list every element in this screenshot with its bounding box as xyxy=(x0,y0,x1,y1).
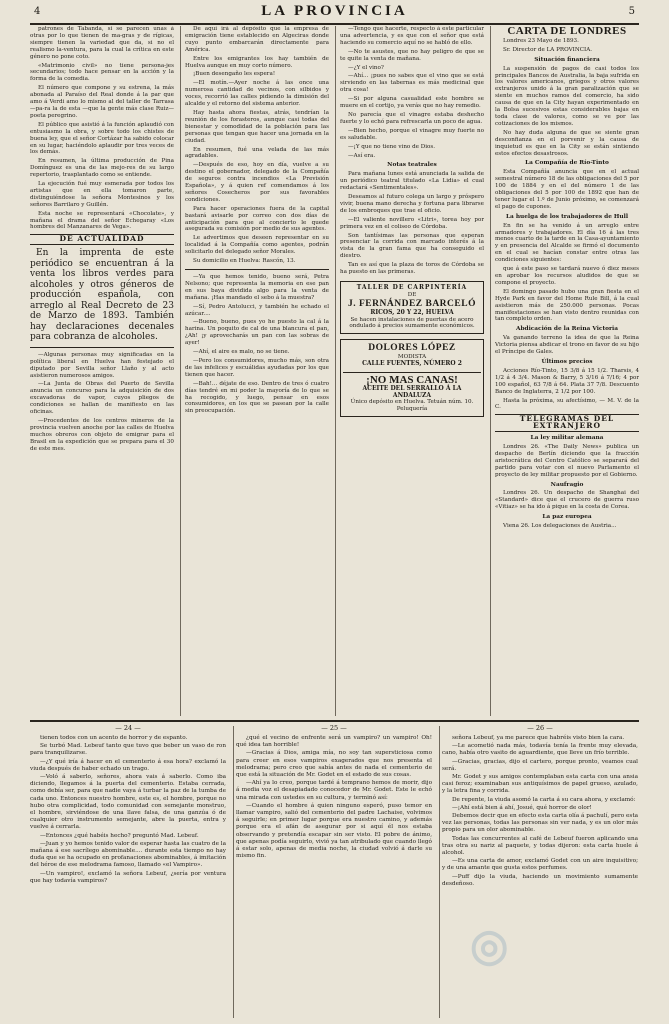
paragraph: Esta Compañía anuncia que en el actual semestral número 18 de las obligaciones del 5 por 100 de 1884 y en el del número 1 de las obligaciones del 5 por 100 de 1892 que han de tener lugar el 1.º de Junio próximo, se comenzará el pago de cupones. xyxy=(495,169,639,210)
paragraph: —Entonces ¿qué habéis hecho? preguntó Mad. Lebeuf. xyxy=(40,832,199,839)
divider xyxy=(185,269,329,270)
paragraph: Esta noche se representará «Chocolate», y mañana el drama del señor Echegaray «Los hombres del Manzanares de Vega». xyxy=(30,210,174,231)
paragraph: La ejecución fué muy esmerada por todos los artistas que en ella tomaron parte, distinguiéndose la señora Montesinos y los señores Barrilaro y Guillén. xyxy=(30,181,174,208)
paragraph: Son tantísimas las personas que esperan presenciar la corrida con marcado interés á la vista de la gran fama que ha conseguido el diestro. xyxy=(340,232,484,260)
paragraph: —¿Y el vino? xyxy=(348,64,384,71)
paragraph: tienen todos con un acento de horror y de espanto. xyxy=(40,735,188,741)
paragraph: Para mañana lunes está anunciada la salida de un periódico teatral titulado «La Lidia» el cual redactará «Sentimentales». xyxy=(340,171,484,192)
paragraph: «Matrimonio civil» no tiene persona-jes secundarios; todo hace pensar en la acción y la forma de la comedia. xyxy=(30,62,174,83)
actualidad-notice: En la imprenta de este periódico se encuentran á la venta los libros verdes para alcoholes y otros géneros de producción española, con arreglo al Real Decreto de 23 de Marzo de 1893. También hay declaraciones decenales para cobranza de alcoholes. xyxy=(30,248,174,343)
ad-modista xyxy=(340,339,484,417)
paragraph: —¡Ahí está bien á ahí, Josué, qué horror de olor! xyxy=(452,804,592,811)
paragraph: —Ahí, el aire es malo, no se tiene. xyxy=(193,349,290,356)
divider xyxy=(30,347,174,348)
paragraph: patrones de Tabanda, si se parecen unas á otras por lo que tienen de ma-gras y de rígicas, siempre tienen la variedad que da, si no el realismo la-ventura, para la cual la crítica en este género no pone coto. xyxy=(30,26,174,60)
column-3 xyxy=(340,26,484,718)
ad-title: TALLER DE CARPINTERÍA xyxy=(356,284,468,291)
paragraph: —El valiente novillero «Litri», torea hoy por primera vez en el coliseo de Córdoba. xyxy=(340,216,484,230)
folletin-page-2 xyxy=(236,724,432,1020)
paragraph: —Ya que hemos tenido, bueno será, Petra Nelsono; que representa la memoria en ese pan en sus baya dividida algo para la venta de mañana. ¡Has mandado el sebo á la muestra? xyxy=(185,274,329,301)
paragraph: En resumen, la última producción de Pina Domínguez es una de las mejo-res de su largo repertorio, trasplantado como se entiende. xyxy=(30,158,174,179)
ad-note: Se hacen instalaciones de puertas de acero ondulado á precios sumamente económicos. xyxy=(349,316,475,330)
paragraph: Su domicilio en Huelva: Rascón, 13. xyxy=(193,258,296,265)
paragraph: No hay duda alguna de que se siente gran desconfianza en el porvenir y la causa de inquietud es que en la City se están sintiendo estos efectos desastrosos. xyxy=(495,129,639,157)
paragraph: —Bueno, bueno, pues yo he puesto la cal á la harina. Un poquito de cal de una blancura el pan, ¿Ah! ¡y aprovecharás un pan con las sobras de ayer! xyxy=(185,319,329,347)
folletin-page-3 xyxy=(442,724,638,1020)
paragraph: —Puff dijo la viuda, haciendo un movimiento sumamente desdeñoso. xyxy=(442,873,638,887)
paragraph: Va ganando terreno la idea de que la Reina Victoria piensa abdicar el trono en favor de su hijo el Príncipe de Gales. xyxy=(495,335,639,356)
paragraph: Le advertimos que deseen representar en su localidad á la Compañía como agentes, podrán solicitarlo del delegado señor Morales. xyxy=(185,235,329,256)
subheading: Naufragio xyxy=(550,481,584,488)
ad-name: J. FERNÁNDEZ BARCELÓ xyxy=(348,298,476,309)
subheading: La ley militar alemana xyxy=(530,435,604,442)
paragraph: señora Lebeuf, ya me parece que habréis visto bien la cara. xyxy=(452,735,625,741)
ad-name: DOLORES LÓPEZ xyxy=(368,343,456,354)
folletin-page-number: — 24 — xyxy=(115,724,141,732)
paragraph: que á este paso se tardará nuevo ó diez meses en aprobar los recursos aludidos de que se compone el proyecto. xyxy=(495,266,639,286)
column-1 xyxy=(30,26,174,718)
paragraph: Deseamos al futuro colega un largo y próspero vivir, buena mano derecha y fortuna para librarse de los embroques que trae el oficio. xyxy=(340,194,484,214)
paragraph: —Pero los consumidores, mucho más, son otra de las infelices y escuálidas ayudadas por los que tienen que hacer. xyxy=(185,357,329,378)
paragraph: —Voló á saberlo, señores, ahora vais á saberlo. Como iba diciendo, llegamos á la puerta del cementerio. Estaba cerrada, como debía ser, para que nadie vaya á turbar la paz de la tumba de cada uno. Entonces nuestro hombre, este es, el hombre, porque no hubo otra complicidad, todo comunidad con semejante monstruo, el hombre, sirviéndose de una llave falsa, de una ganzúa ó de cualquier otro instrumento semejante, abre la puerta, entra y vuelve á cerrarla. xyxy=(30,774,226,831)
paragraph: No parecía que el vinagre estaba deshecho fuerte y lo echó para refrescarla un poco de agua. xyxy=(340,111,484,125)
subheading: Últimos precios xyxy=(541,358,593,365)
paragraph: —¡Y que no tiene vino de Dios. xyxy=(348,143,436,150)
section-heading-notas: Notas teatrales xyxy=(387,162,437,169)
folletin-page-1 xyxy=(30,724,226,1020)
paragraph: Se turbó Mad. Lebeuf tanto que tuvo que beber un vaso de ron para tranquilizarse. xyxy=(30,743,226,757)
paragraph: En resumen, fué una velada de las más agradables. xyxy=(185,146,329,160)
paragraph: —Ahí... ¡pues no sabes que el vino que se está sirviendo en las tabernas es más medicinal que otra cosa! xyxy=(340,73,484,94)
ad-prefix: DE xyxy=(407,291,417,298)
paragraph: Tan es así que la plaza de toros de Córdoba se ha puesto en las primeras. xyxy=(340,262,484,276)
folletin-page-number: — 26 — xyxy=(527,724,553,732)
paragraph: El domingo pasado hubo una gran fiesta en el Hyde Park en favor del Home Rule Bill, á la cual asistieron más de 250.000 personas. Pocas manifestaciones se han visto dentro reunidas con tan completo orden. xyxy=(495,288,639,323)
paragraph: —Procedentes de los centros mineros de la provincia vuelven anoche por las calles de Huelva muchos obreros con objeto de emigrar para el Brasil en la expedición que se prepara para el 30 de este mes. xyxy=(30,417,174,452)
paragraph: Acciones Río-Tinto, 15 3/8 á 15 1/2. Tharsis, 4 1/2 á 4 3/4. Mason & Barry, 5 3/16 á 7/16; 4 por 100 español, 63 7/8 á 64. Plata 37 7/8. Descuento Banco de Inglaterra, 2 1/2 por 100. xyxy=(495,367,639,395)
paragraph: —Tengo que hacerte, respecto á este particular una advertencia, y es que con el señor que está haciendo su comercio aquí no se habló de ello. xyxy=(340,26,484,46)
paragraph: Viena 26. Los delegaciones de Austria... xyxy=(503,523,617,530)
page-number-right: 5 xyxy=(628,6,635,17)
paragraph: ¡Buen desengaño les espera! xyxy=(193,71,276,78)
paragraph: Hay hasta ahora fiestas, atrás, tendrían la reunión de los forasteros, aunque casi todas del bienestar y comodidad de la población para las personas que tengan que hacer una jornada en la ciudad. xyxy=(185,109,329,144)
folletin-rule xyxy=(30,720,639,722)
paragraph: Debemos decir que en efecto esta carta olía á pachulí, pero esta vez las personas, todas las personas sin ver nada, y es un olor más propio para un olor abominable. xyxy=(442,813,638,834)
paragraph: —¿Y qué iría á hacer en el cementerio á esa hora? exclamó la viuda después de haber echado un trago. xyxy=(30,758,226,772)
signature: Hasta la próxima, su afectísimo, — M. V. de la C. xyxy=(495,397,639,411)
dateline: Londres 23 Mayo de 1893. xyxy=(503,37,579,44)
section-heading-londres: CARTA DE LONDRES xyxy=(507,26,627,37)
paragraph: Para hacer operaciones fuera de la capital bastará avisarle por correo con dos días de anticipación para que al concierto le quede asegurada su comisión por medio de sus agentes. xyxy=(185,205,329,233)
paragraph: Entre los emigrantes los hay también de Huelva aunque en muy corto número. xyxy=(185,55,329,69)
paragraph: —Un vampiro!, exclamó la señora Lebeuf, ¿sería por ventura que hay todavía vampiros? xyxy=(30,870,226,884)
paragraph: En fin se ha venido á un arreglo entre armadores y trabajadores. El día 16 á las tres menos cuarto de la tarde en la Casa-ayuntamiento y en presencia del Alcalde se firmó el documento en el cual se hacían constar entre otras las condiciones siguientes: xyxy=(495,222,639,264)
masthead-rule xyxy=(30,23,639,25)
ad-product: ACEITE DEL SERRALLO Á LA ANDALUZA xyxy=(362,384,462,399)
paragraph: —Sí, Pedro Antolucci, y también he echado el azúcar.... xyxy=(185,303,329,317)
paragraph: —Ahí ya lo creo, porque tardé á temprano hemos de morir, dijo á media voz el desapiadado conocedor de Mr. Godet. Este le echó una mirada con ustedes en su cultura, y terminó así: xyxy=(236,780,432,801)
paragraph: —Le acometió nada más, todavía tenía la frente muy elevada, cano, había otro vasito de aguardiente, que lleve un frío terrible. xyxy=(442,743,638,757)
subheading: La paz europea xyxy=(542,514,592,521)
subheading: Abdicación de la Reina Victoria xyxy=(515,326,619,333)
section-heading-actualidad: DE ACTUALIDAD xyxy=(30,234,174,245)
top-section xyxy=(30,26,639,718)
ad-where: Único depósito en Huelva. Tetuán núm. 10. Peluquería xyxy=(350,399,474,413)
paragraph: Londres 26. «The Daily News» publica un despacho de Berlín diciendo que la fracción aristocrática del Centro Católico se separará del partido para votar con el nuevo Parlamento el proyecto de ley militar propuesto por el Gobierno. xyxy=(495,444,639,478)
ad-role: MODISTA xyxy=(397,354,427,361)
paragraph: —No te asustes, que no hay peligro de que se te quite la venta de mañana. xyxy=(340,48,484,62)
subheading: Situación financiera xyxy=(534,56,600,63)
ad-address: CALLE FUENTES, NÚMERO 2 xyxy=(362,359,462,367)
divider xyxy=(343,372,481,373)
paragraph: —Bien hecho, porque el vinagre muy fuerte no es saludable. xyxy=(340,127,484,141)
paragraph: Londres 26. Un despacho de Shanghai del «Standard» dice que el crucero de guerra ruso «Vitiaz» se ha ido á pique en la costa de Corea. xyxy=(495,490,639,511)
paragraph: —Gracias, gracias, dijo el cartero, porque pronto, veamos cual será. xyxy=(442,758,638,772)
folletin-section xyxy=(30,724,639,1020)
paragraph: —Bah!... déjate de eso. Dentro de tres ó cuatro días tendré en mi poder la mayoría de lo que se ha recogido, y luego, pensar en esos consumidores, en los que se pasean por la calle sin preocupación. xyxy=(185,380,329,415)
folletin-text xyxy=(236,735,432,860)
paragraph: De repente, la viuda asomó la carta á su cara ahora, y exclamó: xyxy=(452,796,636,803)
subheading: La Compañía de Río-Tinto xyxy=(525,160,609,167)
paragraph: Mr. Godet y sus amigos contemplaban esta carta con una ansia casi feroz; examinaban sus antiquísimos de papel grueso, azulado, y la letra fina y corrida. xyxy=(442,774,638,795)
section-heading-telegramas: TELEGRAMAS DEL EXTRANJERO xyxy=(495,414,639,432)
paragraph: —Juan y yo hemos tenido valor de esperar hasta las cuatro de la mañana á ese sacrílego abominable.... durante esta tiempo no hay duda que se ha ocupado en profanaciones abominables, á imitación del héroe de ese melodrama famoso, llamado «el Vampiro». xyxy=(30,840,226,869)
column-4 xyxy=(495,26,639,718)
paragraph: Todas las concurrentes al café de Lebeuf fueron aplicando una tras otra su nariz al paquete, y todas dijeron: esta carta huele á alcohol. xyxy=(442,835,638,857)
paragraph: —Si por alguna casualidad este hombre se muere en el cortijo, ya verás que no hay remedio. xyxy=(340,96,484,110)
paragraph: —Gracias á Dios, amiga mía, no soy tan supersticiosa como para creer en esos vampiros exagerados que nos presenta el melodrama; pero creo que sabía antes de nada el cementerio de que está la situación de Mr. Godet en el estado de sus cosas. xyxy=(236,750,432,779)
paragraph: —La Junta de Obras del Puerto de Sevilla anuncia un concurso para la adquisición de dos excavadoras de vapor, cuyos pliegos de condiciones se hallan de manifiesto en las oficinas. xyxy=(30,381,174,416)
paragraph: El público que asistió á la función aplaudió con entusiasmo la obra, y sobre todo los chistes de buena ley, que el señor Cortázar ha sabido colocar en su lugar, haciéndolo aplaudir por tres veces de los demás. xyxy=(30,121,174,156)
paragraph: —Después de eso, hoy en día, vuelve a su destino el gobernador, delegado de la Compañía de seguros contra incendios «La Previsión Española», y á quien ref comendamos á los señores Cosecheros por sus favorables condiciones. xyxy=(185,162,329,203)
newspaper-title: LA PROVINCIA xyxy=(261,3,408,19)
page-number-left: 4 xyxy=(34,6,41,17)
subheading: La huelga de los trabajadores de Hull xyxy=(505,213,629,220)
folletin-text xyxy=(442,735,638,888)
paragraph: —Así era. xyxy=(348,152,376,159)
folletin-text xyxy=(30,735,226,885)
library-watermark: ◎ xyxy=(470,921,513,970)
folletin-page-number: — 25 — xyxy=(321,724,347,732)
ad-slogan: ¡NO MAS CANAS! xyxy=(366,373,458,386)
paragraph: —Algunas personas muy significadas en la política liberal en Huelva han festejado el diputado por Sevilla señor Llaño y al acto asistieron numerosos amigos. xyxy=(30,351,174,379)
ad-address: RICOS, 20 Y 22, HUELVA xyxy=(370,308,454,316)
masthead xyxy=(0,2,669,24)
column-2 xyxy=(185,26,329,718)
paragraph: ¿qué el vecino de enfrente será un vampiro? un vampiro! Oh! qué idea tan horrible! xyxy=(236,735,432,749)
greeting: Sr. Director de LA PROVINCIA. xyxy=(503,46,593,53)
ad-carpinteria xyxy=(340,281,484,334)
paragraph: —Es una carta de amor, exclamó Godet con un aire inquisitivo; y de una amante que gusta estos perfumes. xyxy=(442,858,638,872)
paragraph: —El motín.—Ayer noche á las once una numerosa cantidad de vecinos, con silbidos y voces, recorrió las calles pidiendo la dimisión del alcalde y el retorno del sistema anterior. xyxy=(185,80,329,108)
paragraph: —Cuando el hombre á quien ninguno esperó, puso temor en llamar vampiro, salió del cementerio del padre Lachaise, volvimos á seguirle; en primer lugar porque era nuestro camino, y además porque era el afán de asegurar por si aquí él nos estaba observando y pretendía escapar sin ser visto. El pobre de ánimo, que apenas podía seguirlo, vivió ya tan atribulado que cuando llegó á estar solo, apenas de media noche, la ciudad volvió á darle su mismo fin. xyxy=(236,802,432,860)
paragraph: De aquí irá al depósito que la empresa de emigración tiene establecido en Algeciras donde cuyo punto embarcarán directamente para América. xyxy=(185,26,329,53)
paragraph: La suspensión de pagos de casi todos los principales Bancos de Australia, la baja sufrida en los valores americanos, griegos y otros valores extranjeros unido á la gran paralización que se siente en muchos ramos del comercio, ha sido causa de que en la City hayan experimentado en la Bolsa sucesivos estas considerables bajas en toda clase de valores, como se ve por las cotizaciones de los mismos. xyxy=(495,65,639,127)
paragraph: El número que compone y su estrena, la más abonada al Paraíso del Real donde á la par que amo á Verdi amo lo mismo al del taller de Tarrasa—pa-ra la de esta —que la gente más clase Ruiz—poeta peregrino. xyxy=(30,85,174,119)
